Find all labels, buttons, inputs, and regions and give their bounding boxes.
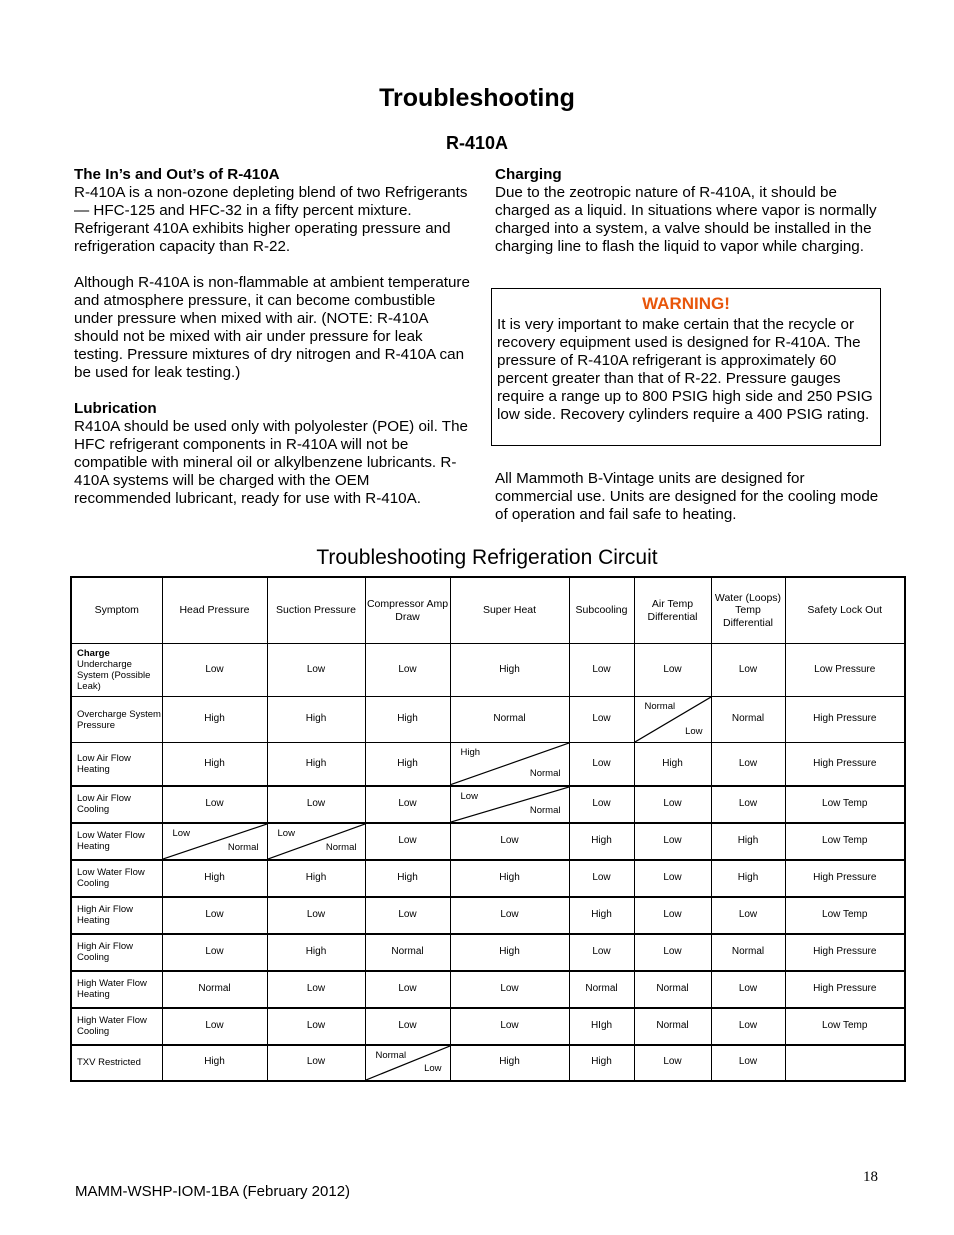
split-value-upper: Low	[277, 827, 295, 839]
value-cell: Low	[569, 786, 634, 823]
symptom-cell	[71, 823, 162, 860]
value-cell: Normal	[365, 934, 450, 971]
split-value-cell	[162, 823, 267, 860]
column-header: Compressor Amp Draw	[365, 577, 450, 644]
symptom-label: Low Water Flow Cooling	[77, 867, 145, 889]
value-cell: Low	[365, 971, 450, 1008]
symptom-label: Low Air Flow Cooling	[77, 793, 131, 815]
value-cell: High	[634, 743, 711, 786]
symptom-label: Low Air Flow Heating	[77, 752, 131, 775]
symptom-label: TXV Restricted	[77, 1057, 141, 1068]
ins-outs-heading: The In’s and Out’s of R-410A	[74, 166, 280, 183]
value-cell: High Pressure	[785, 743, 905, 786]
troubleshooting-table	[70, 576, 906, 1082]
column-header: Symptom	[71, 577, 162, 644]
symptom-cell	[71, 697, 162, 743]
value-cell: High	[450, 1045, 569, 1081]
charging-heading: Charging	[495, 166, 562, 183]
table-row	[71, 860, 905, 897]
value-cell: High	[162, 697, 267, 743]
value-cell: Low Temp	[785, 823, 905, 860]
symptom-label: High Air Flow Cooling	[77, 941, 133, 963]
split-value-upper: Low	[172, 827, 190, 839]
value-cell: Low	[711, 786, 785, 823]
value-cell: High	[569, 1045, 634, 1081]
symptom-cell	[71, 860, 162, 897]
page-number: 18	[863, 1169, 878, 1185]
value-cell: High	[162, 860, 267, 897]
value-cell: Low	[267, 1008, 365, 1045]
value-cell: Low	[365, 897, 450, 934]
value-cell: High	[162, 743, 267, 786]
value-cell: High	[711, 860, 785, 897]
value-cell: Low	[711, 897, 785, 934]
value-cell: Normal	[450, 697, 569, 743]
value-cell: Low	[634, 897, 711, 934]
value-cell: High	[267, 934, 365, 971]
value-cell: Normal	[711, 697, 785, 743]
table-body	[71, 644, 905, 1081]
value-cell: Low	[711, 1045, 785, 1081]
value-cell: Low	[711, 644, 785, 697]
value-cell: Low	[634, 823, 711, 860]
symptom-label: Overcharge System Pressure	[77, 708, 161, 731]
value-cell: High Pressure	[785, 697, 905, 743]
value-cell: Low	[450, 823, 569, 860]
lubrication-heading: Lubrication	[74, 400, 157, 417]
value-cell: High	[450, 644, 569, 697]
value-cell: Low	[267, 644, 365, 697]
split-value-upper: Normal	[644, 701, 676, 712]
value-cell: High	[569, 897, 634, 934]
value-cell: Low Pressure	[785, 644, 905, 697]
value-cell: Low	[267, 1045, 365, 1081]
value-cell: Normal	[711, 934, 785, 971]
split-value-upper: High	[460, 747, 481, 758]
split-value-upper: Normal	[375, 1049, 407, 1061]
page-title: Troubleshooting	[379, 84, 575, 112]
table-row	[71, 823, 905, 860]
value-cell: High Pressure	[785, 934, 905, 971]
table-row	[71, 644, 905, 697]
warning-body: It is very important to make certain that the recycle or recovery equipment used is designed for R-410A. The pressure of R-410A refrigerant is approximately 60 percent greater than that of R-22. Pressure gauges require a range up to 800 PSIG high side and 250 PSIG low side. Recovery cylinders require a 400 PSIG rating.	[497, 316, 873, 423]
column-header: Head Pressure	[162, 577, 267, 644]
flammability-body: Although R-410A is non-flammable at ambient temperature and atmosphere pressure, it can become combustible under pressure when mixed with air. (NOTE: R-410A should not be mixed with air under pressure for leak testing. Pressure mixtures of dry nitrogen and R-410A can be used for leak testing.)	[74, 274, 470, 381]
symptom-cell	[71, 971, 162, 1008]
value-cell: Low	[365, 644, 450, 697]
value-cell: Low	[634, 934, 711, 971]
warning-title: WARNING!	[642, 294, 730, 313]
value-cell: Low	[162, 1008, 267, 1045]
symptom-cell	[71, 743, 162, 786]
value-cell: Low	[450, 971, 569, 1008]
symptom-label: Undercharge System (Possible Leak)	[77, 659, 151, 692]
value-cell: Low	[162, 644, 267, 697]
table-header-row	[71, 577, 905, 644]
value-cell: Low	[450, 897, 569, 934]
value-cell: Low	[365, 786, 450, 823]
value-cell: Low	[569, 743, 634, 786]
value-cell: Low	[711, 971, 785, 1008]
value-cell: Low	[569, 934, 634, 971]
value-cell: High	[267, 697, 365, 743]
split-value-lower: Normal	[227, 842, 259, 853]
value-cell: Low	[267, 786, 365, 823]
column-header: Suction Pressure	[267, 577, 365, 644]
column-header: Subcooling	[569, 577, 634, 644]
table-row	[71, 1045, 905, 1081]
value-cell: High Pressure	[785, 971, 905, 1008]
value-cell: Low Temp	[785, 1008, 905, 1045]
symptom-category: Charge	[77, 648, 110, 659]
mammoth-note: All Mammoth B-Vintage units are designed for commercial use. Units are designed for the cooling mode of operation and fail safe to heating.	[495, 470, 879, 523]
symptom-label: High Water Flow Heating	[77, 978, 147, 1000]
value-cell: High	[267, 743, 365, 786]
value-cell: High	[450, 860, 569, 897]
split-value-lower: Normal	[325, 842, 357, 853]
value-cell	[785, 1045, 905, 1081]
split-value-lower: Low	[685, 725, 703, 737]
value-cell: HIgh	[569, 1008, 634, 1045]
symptom-cell	[71, 1008, 162, 1045]
value-cell: High	[365, 860, 450, 897]
value-cell: Low	[365, 1008, 450, 1045]
column-header: Water (Loops) Temp Differential	[711, 577, 785, 644]
value-cell: Low Temp	[785, 897, 905, 934]
table-row	[71, 743, 905, 786]
table-row	[71, 934, 905, 971]
column-header: Safety Lock Out	[785, 577, 905, 644]
table-title: Troubleshooting Refrigeration Circuit	[316, 546, 658, 569]
table-row	[71, 971, 905, 1008]
value-cell: High Pressure	[785, 860, 905, 897]
value-cell: Low	[162, 934, 267, 971]
split-value-lower: Normal	[529, 805, 561, 816]
value-cell: Low	[634, 1045, 711, 1081]
column-header: Air Temp Differential	[634, 577, 711, 644]
right-column	[495, 166, 895, 256]
value-cell: Normal	[162, 971, 267, 1008]
value-cell: Normal	[634, 971, 711, 1008]
left-column	[74, 166, 470, 508]
charging-body: Due to the zeotropic nature of R-410A, it should be charged as a liquid. In situations where vapor is normally charged into a system, a valve should be installed in the charging line to flash the liquid to vapor while charging.	[495, 184, 877, 255]
symptom-cell	[71, 897, 162, 934]
value-cell: Low Temp	[785, 786, 905, 823]
value-cell: Low	[450, 1008, 569, 1045]
symptom-label: Low Water Flow Heating	[77, 830, 145, 852]
split-value-upper: Low	[460, 790, 478, 802]
value-cell: Normal	[634, 1008, 711, 1045]
value-cell: High	[450, 934, 569, 971]
value-cell: Low	[162, 786, 267, 823]
value-cell: Normal	[569, 971, 634, 1008]
page-subtitle: R-410A	[445, 133, 509, 153]
value-cell: High	[569, 823, 634, 860]
value-cell: Low	[569, 860, 634, 897]
symptom-cell	[71, 1045, 162, 1081]
symptom-label: High Water Flow Cooling	[77, 1015, 147, 1037]
table-row	[71, 786, 905, 823]
value-cell: Low	[569, 644, 634, 697]
split-value-lower: Normal	[529, 768, 561, 779]
value-cell: Low	[162, 897, 267, 934]
column-header: Super Heat	[450, 577, 569, 644]
value-cell: Low	[267, 897, 365, 934]
split-value-cell	[267, 823, 365, 860]
lubrication-body: R410A should be used only with polyolester (POE) oil. The HFC refrigerant components in R-410A will not be compatible with mineral oil or alkylbenzene lubricants. R-410A systems will be charged with the OEM recommended lubricant, ready for use with R-410A.	[74, 418, 468, 507]
value-cell: Low	[634, 786, 711, 823]
table-row	[71, 897, 905, 934]
value-cell: Low	[711, 743, 785, 786]
table-row	[71, 697, 905, 743]
value-cell: High	[365, 743, 450, 786]
split-value-cell	[634, 697, 711, 743]
value-cell: Low	[634, 644, 711, 697]
ins-outs-body: R-410A is a non-ozone depleting blend of two Refrigerants — HFC-125 and HFC-32 in a fifty percent mixture. Refrigerant 410A exhibits higher operating pressure and refrigeration capacity than R-22.	[74, 184, 468, 255]
value-cell: Low	[267, 971, 365, 1008]
value-cell: Low	[634, 860, 711, 897]
split-value-lower: Low	[424, 1063, 442, 1074]
table-row	[71, 1008, 905, 1045]
footer-document-id: MAMM-WSHP-IOM-1BA (February 2012)	[75, 1183, 351, 1200]
symptom-cell	[71, 934, 162, 971]
split-value-cell	[450, 743, 569, 786]
symptom-label: High Air Flow Heating	[77, 904, 133, 926]
warning-box	[491, 288, 881, 446]
value-cell: Low	[711, 1008, 785, 1045]
symptom-cell	[71, 644, 162, 697]
value-cell: High	[267, 860, 365, 897]
symptom-cell	[71, 786, 162, 823]
value-cell: High	[162, 1045, 267, 1081]
value-cell: Low	[365, 823, 450, 860]
value-cell: Low	[569, 697, 634, 743]
value-cell: High	[711, 823, 785, 860]
split-value-cell	[365, 1045, 450, 1081]
split-value-cell	[450, 786, 569, 823]
value-cell: High	[365, 697, 450, 743]
